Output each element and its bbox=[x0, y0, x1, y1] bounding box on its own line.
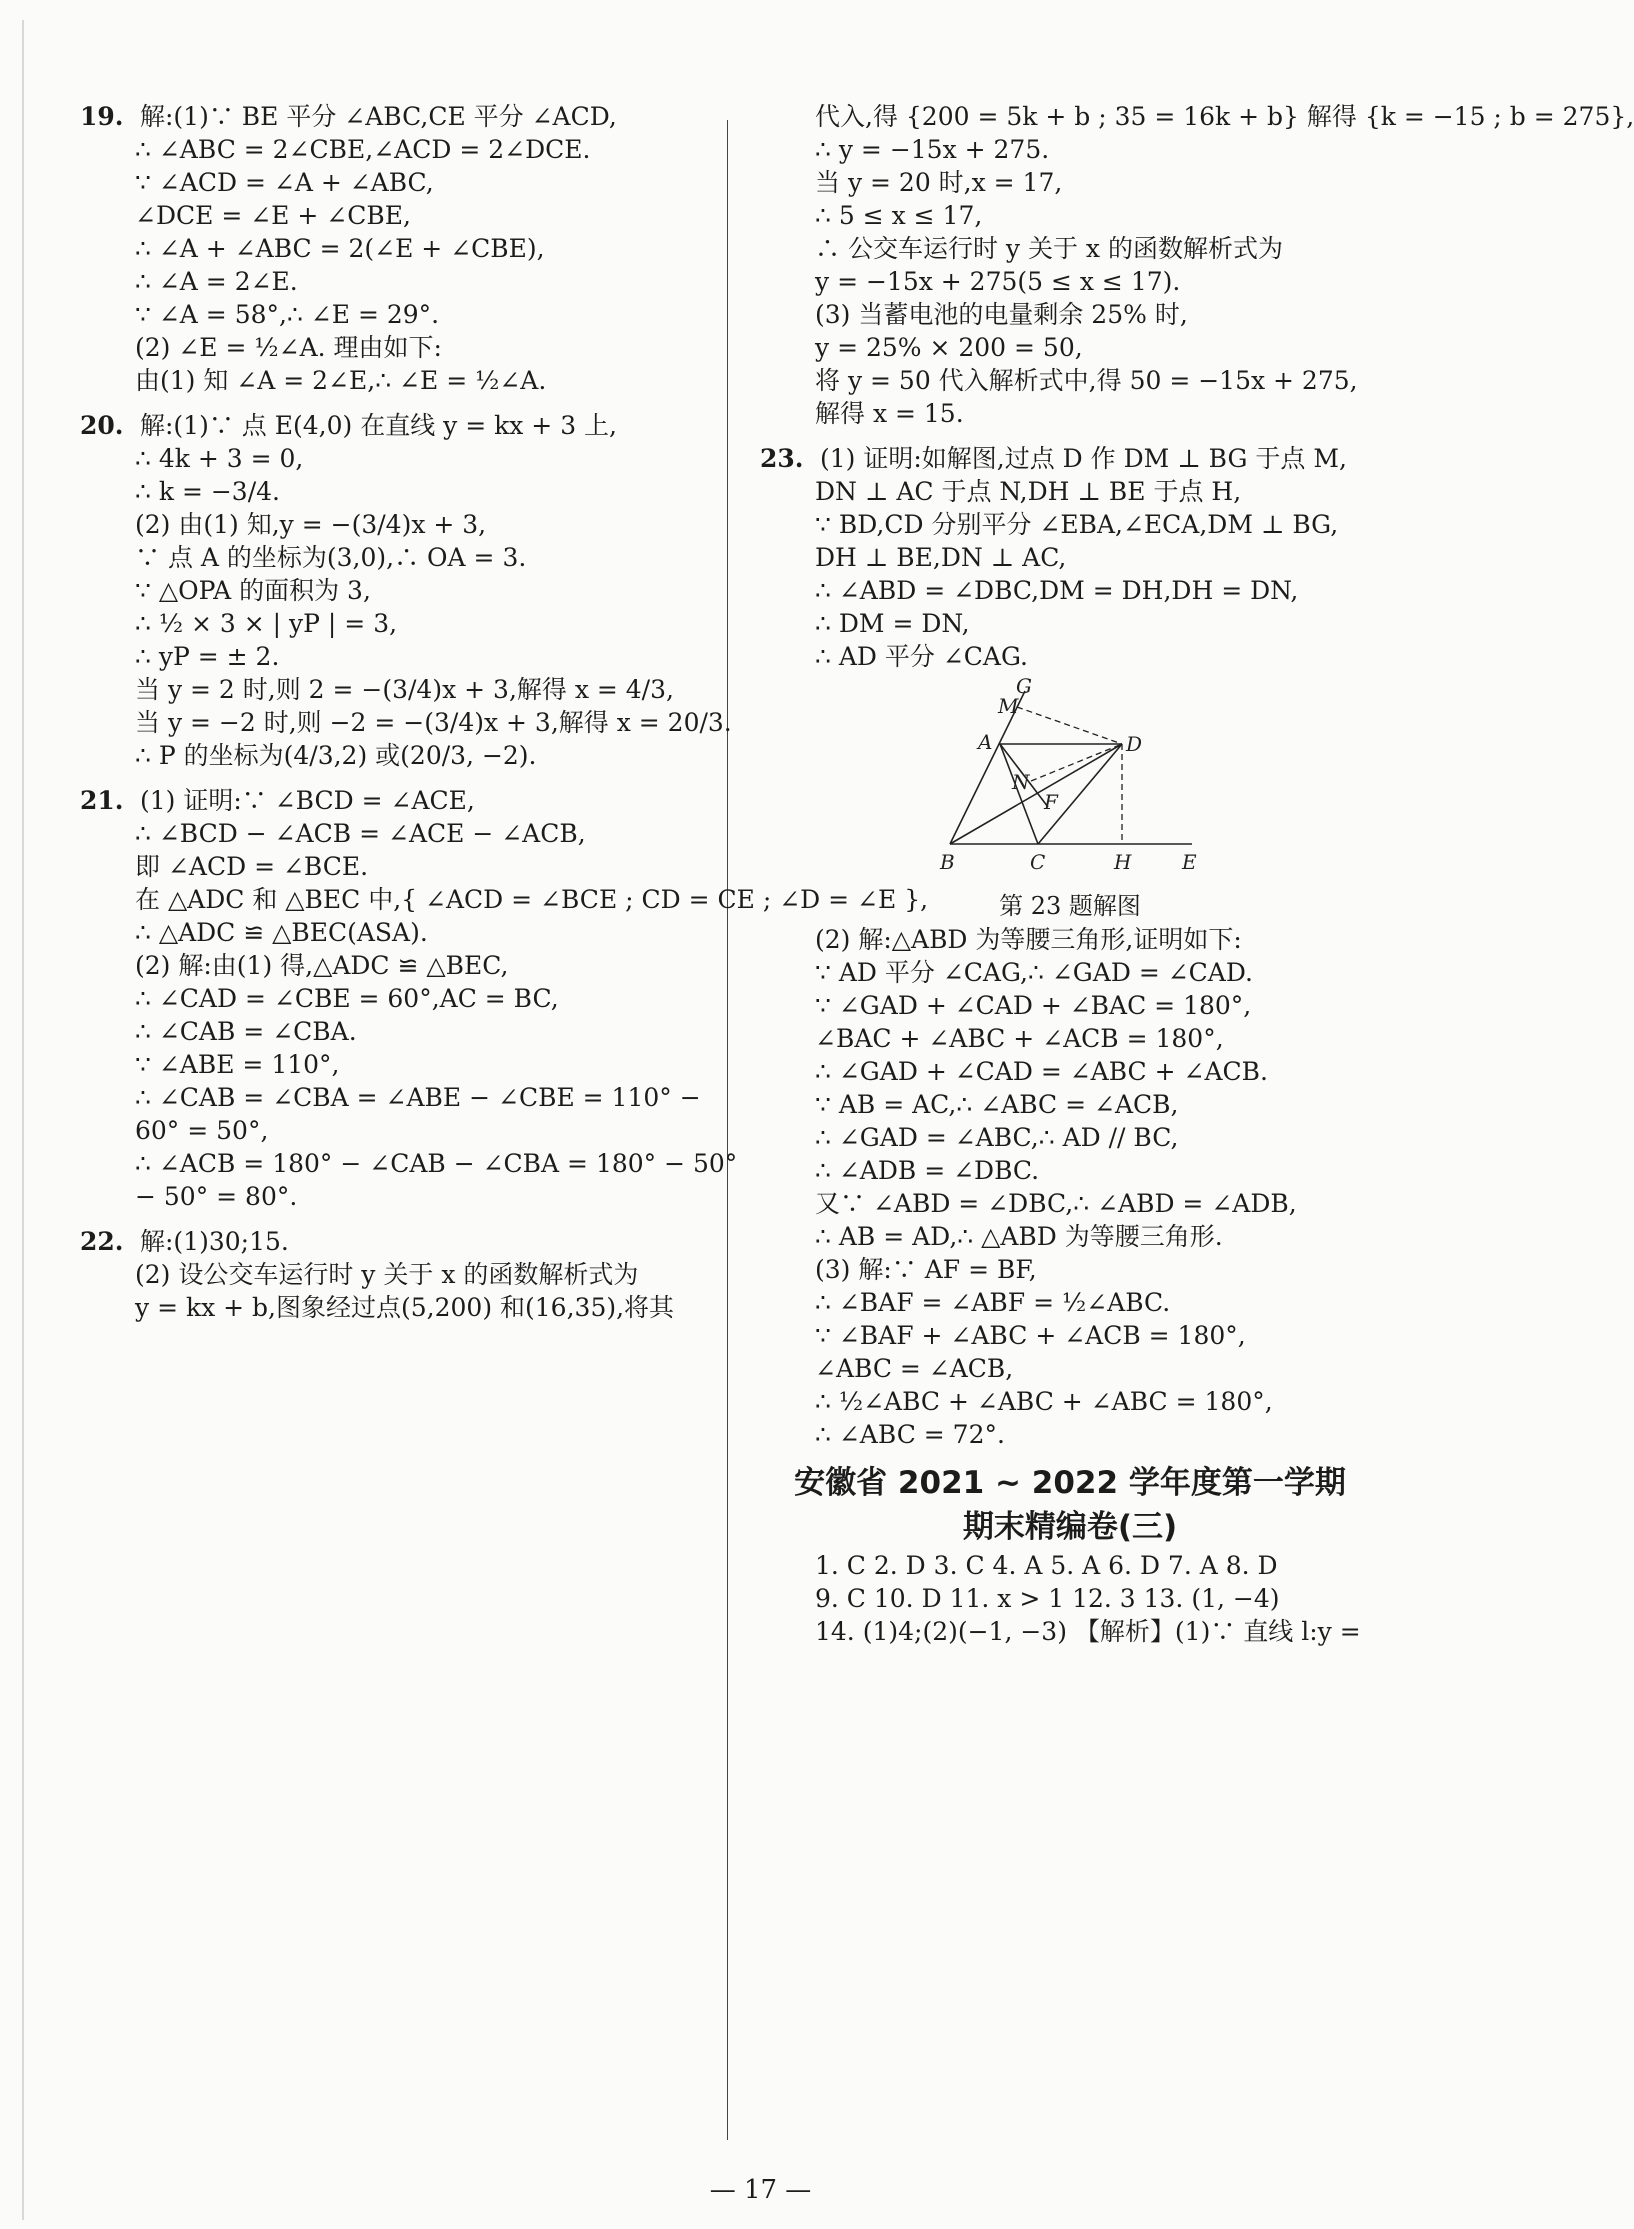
label-M: M bbox=[998, 694, 1019, 718]
left-column-line bbox=[80, 331, 720, 364]
left-column-line bbox=[80, 607, 720, 640]
solution-text: ∴ ∠BCD − ∠ACB = ∠ACE − ∠ACB, bbox=[135, 819, 586, 848]
left-column-line bbox=[80, 508, 720, 541]
left-column-line bbox=[80, 133, 720, 166]
solution-text: ∵ ∠ACD = ∠A + ∠ABC, bbox=[135, 168, 434, 197]
solution-text: ∴ ½∠ABC + ∠ABC + ∠ABC = 180°, bbox=[815, 1387, 1273, 1416]
right-column-line bbox=[760, 442, 1380, 475]
figure-caption: 第 23 题解图 bbox=[999, 892, 1141, 920]
right-column-after-line bbox=[760, 1088, 1380, 1121]
solution-text: (1) 证明:如解图,过点 D 作 DM ⊥ BG 于点 M, bbox=[820, 444, 1347, 473]
solution-text: (3) 解:∵ AF = BF, bbox=[815, 1255, 1037, 1284]
solution-text: (3) 当蓄电池的电量剩余 25% 时, bbox=[815, 300, 1188, 329]
solution-text: 解得 x = 15. bbox=[815, 399, 964, 428]
left-column-line bbox=[80, 1048, 720, 1081]
left-column-line bbox=[80, 475, 720, 508]
solution-text: ∵ BD,CD 分别平分 ∠EBA,∠ECA,DM ⊥ BG, bbox=[815, 510, 1339, 539]
solution-text: ∴ y = −15x + 275. bbox=[815, 135, 1050, 164]
line-BD bbox=[950, 744, 1122, 844]
solution-text: ∴ ∠ABC = 72°. bbox=[815, 1420, 1005, 1449]
label-C: C bbox=[1030, 850, 1046, 874]
section-title-line1: 安徽省 2021 ~ 2022 学年度第一学期 bbox=[794, 1465, 1346, 1501]
right-column-line bbox=[760, 133, 1380, 166]
answer-list bbox=[760, 1549, 1380, 1648]
left-column-line bbox=[80, 199, 720, 232]
solution-text: DN ⊥ AC 于点 N,DH ⊥ BE 于点 H, bbox=[815, 477, 1242, 506]
solution-text: ∴ ∠ACB = 180° − ∠CAB − ∠CBA = 180° − 50° bbox=[135, 1149, 738, 1178]
solution-text: ∵ AD 平分 ∠CAG,∴ ∠GAD = ∠CAD. bbox=[815, 958, 1253, 987]
right-column-after-line bbox=[760, 1220, 1380, 1253]
solution-text: ∵ ∠GAD + ∠CAD + ∠BAC = 180°, bbox=[815, 991, 1252, 1020]
question-number: 20. bbox=[80, 411, 124, 440]
solution-text: 又∵ ∠ABD = ∠DBC,∴ ∠ABD = ∠ADB, bbox=[815, 1189, 1297, 1218]
left-column-line bbox=[80, 574, 720, 607]
right-column-line bbox=[760, 574, 1380, 607]
solution-text: 解:(1)∵ 点 E(4,0) 在直线 y = kx + 3 上, bbox=[140, 411, 617, 440]
left-column-line bbox=[80, 1225, 720, 1258]
left-column-line bbox=[80, 265, 720, 298]
left-column-line bbox=[80, 1081, 720, 1114]
solution-text: − 50° = 80°. bbox=[135, 1182, 298, 1211]
right-column-line bbox=[760, 475, 1380, 508]
right-column-after-line bbox=[760, 1253, 1380, 1286]
solution-text: 将 y = 50 代入解析式中,得 50 = −15x + 275, bbox=[815, 366, 1358, 395]
right-column-line bbox=[760, 232, 1380, 265]
left-column-line bbox=[80, 706, 732, 739]
solution-text: ∵ △OPA 的面积为 3, bbox=[135, 576, 371, 605]
solution-text: ∠DCE = ∠E + ∠CBE, bbox=[135, 201, 411, 230]
solution-text: ∴ yP = ± 2. bbox=[135, 642, 280, 671]
left-column-line bbox=[80, 1147, 738, 1180]
solution-text: (2) 解:△ABD 为等腰三角形,证明如下: bbox=[815, 925, 1242, 954]
spacer bbox=[80, 397, 720, 409]
right-column-line bbox=[760, 541, 1380, 574]
right-column-line bbox=[760, 640, 1380, 673]
solution-text: ∴ ∠ABD = ∠DBC,DM = DH,DH = DN, bbox=[815, 576, 1299, 605]
label-E: E bbox=[1182, 850, 1197, 874]
solution-text: ∴ ∠CAB = ∠CBA = ∠ABE − ∠CBE = 110° − bbox=[135, 1083, 701, 1112]
spacer bbox=[760, 430, 1380, 442]
left-column-line bbox=[80, 364, 720, 397]
right-column-line bbox=[760, 397, 1380, 430]
left-column-line bbox=[80, 298, 720, 331]
right-column-after-line bbox=[760, 1121, 1380, 1154]
dashed-DN bbox=[1031, 744, 1122, 781]
left-column-line bbox=[80, 640, 720, 673]
solution-text: ∴ k = −3/4. bbox=[135, 477, 280, 506]
solution-text: ∴ ∠BAF = ∠ABF = ½∠ABC. bbox=[815, 1288, 1171, 1317]
solution-text: (2) ∠E = ½∠A. 理由如下: bbox=[135, 333, 442, 362]
right-column-line bbox=[760, 199, 1380, 232]
left-column-line bbox=[80, 166, 720, 199]
left-column-line bbox=[80, 541, 720, 574]
solution-text: (2) 由(1) 知,y = −(3/4)x + 3, bbox=[135, 510, 487, 539]
right-column-after-line bbox=[760, 1385, 1380, 1418]
question-number: 23. bbox=[760, 444, 804, 473]
right-column-line bbox=[760, 265, 1380, 298]
right-column-after-line bbox=[760, 1286, 1380, 1319]
solution-text: ∴ ∠CAB = ∠CBA. bbox=[135, 1017, 357, 1046]
left-column-line bbox=[80, 1180, 720, 1213]
solution-text: 当 y = 2 时,则 2 = −(3/4)x + 3,解得 x = 4/3, bbox=[135, 675, 674, 704]
right-column-after-line bbox=[760, 956, 1380, 989]
question-number: 19. bbox=[80, 102, 124, 131]
solution-text: ∵ AB = AC,∴ ∠ABC = ∠ACB, bbox=[815, 1090, 1179, 1119]
right-column-after-line bbox=[760, 1154, 1380, 1187]
solution-text: y = −15x + 275(5 ≤ x ≤ 17). bbox=[815, 267, 1181, 296]
solution-text: 当 y = 20 时,x = 17, bbox=[815, 168, 1063, 197]
left-column-line bbox=[80, 982, 720, 1015]
label-D: D bbox=[1126, 732, 1143, 756]
right-column-after-line bbox=[760, 989, 1380, 1022]
left-column-line bbox=[80, 232, 720, 265]
right-column-after-line bbox=[760, 1022, 1380, 1055]
page-edge bbox=[22, 20, 24, 2220]
solution-text: ∠ABC = ∠ACB, bbox=[815, 1354, 1014, 1383]
right-column-line bbox=[760, 607, 1380, 640]
solution-text: (2) 解:由(1) 得,△ADC ≌ △BEC, bbox=[135, 951, 509, 980]
right-column-after-line bbox=[760, 1187, 1380, 1220]
left-column-line bbox=[80, 409, 720, 442]
label-N: N bbox=[1012, 770, 1030, 794]
right-column bbox=[760, 100, 1634, 1648]
column-divider bbox=[727, 120, 728, 2140]
spacer bbox=[80, 772, 720, 784]
label-H: H bbox=[1114, 850, 1132, 874]
question-number: 22. bbox=[80, 1227, 124, 1256]
solution-text: ∴ ∠A = 2∠E. bbox=[135, 267, 298, 296]
left-column-line bbox=[80, 916, 720, 949]
solution-text: 60° = 50°, bbox=[135, 1116, 269, 1145]
label-G: G bbox=[1016, 674, 1032, 698]
solution-text: 14. (1)4;(2)(−1, −3) 【解析】(1)∵ 直线 l:y = bbox=[815, 1617, 1361, 1646]
right-column-line bbox=[760, 298, 1380, 331]
right-column-line bbox=[760, 508, 1380, 541]
right-column-top bbox=[760, 100, 1634, 673]
solution-text: 解:(1)30;15. bbox=[140, 1227, 289, 1256]
solution-text: 由(1) 知 ∠A = 2∠E,∴ ∠E = ½∠A. bbox=[135, 366, 547, 395]
answers-line bbox=[760, 1549, 1380, 1582]
right-column-after-line bbox=[760, 1352, 1380, 1385]
solution-text: ∴ 5 ≤ x ≤ 17, bbox=[815, 201, 983, 230]
left-column-line bbox=[80, 739, 720, 772]
solution-text: 当 y = −2 时,则 −2 = −(3/4)x + 3,解得 x = 20/3. bbox=[135, 708, 732, 737]
question-number: 21. bbox=[80, 786, 124, 815]
solution-text: ∴ DM = DN, bbox=[815, 609, 970, 638]
left-column-line bbox=[80, 1291, 720, 1324]
solution-text: DH ⊥ BE,DN ⊥ AC, bbox=[815, 543, 1067, 572]
solution-text: ∵ ∠A = 58°,∴ ∠E = 29°. bbox=[135, 300, 440, 329]
right-column-after-line bbox=[760, 1319, 1380, 1352]
solution-text: ∴ ∠GAD = ∠ABC,∴ AD // BC, bbox=[815, 1123, 1179, 1152]
left-column-line bbox=[80, 949, 720, 982]
left-column-line bbox=[80, 850, 720, 883]
dashed-DM bbox=[1017, 707, 1122, 744]
solution-text: ∴ △ADC ≌ △BEC(ASA). bbox=[135, 918, 428, 947]
answers-line bbox=[760, 1582, 1380, 1615]
solution-text: ∴ ½ × 3 × | yP | = 3, bbox=[135, 609, 398, 638]
solution-text: 9. C 10. D 11. x > 1 12. 3 13. (1, −4) bbox=[815, 1584, 1280, 1613]
solution-text: y = 25% × 200 = 50, bbox=[815, 333, 1083, 362]
right-column-line bbox=[760, 100, 1634, 133]
left-column-line bbox=[80, 673, 720, 706]
label-B: B bbox=[940, 850, 955, 874]
solution-text: ∴ ∠CAD = ∠CBE = 60°,AC = BC, bbox=[135, 984, 559, 1013]
solution-text: ∴ ∠ABC = 2∠CBE,∠ACD = 2∠DCE. bbox=[135, 135, 591, 164]
solution-text: ∴ 公交车运行时 y 关于 x 的函数解析式为 bbox=[815, 234, 1283, 263]
right-column-after-line bbox=[760, 1055, 1380, 1088]
solution-text: ∴ AD 平分 ∠CAG. bbox=[815, 642, 1029, 671]
solution-text: 1. C 2. D 3. C 4. A 5. A 6. D 7. A 8. D bbox=[815, 1551, 1278, 1580]
left-column-line bbox=[80, 817, 720, 850]
solution-text: 代入,得 {200 = 5k + b ; 35 = 16k + b} 解得 {k = −15 ; b = 275}, bbox=[815, 102, 1634, 131]
solution-text: ∴ 4k + 3 = 0, bbox=[135, 444, 304, 473]
right-column-after-line bbox=[760, 1418, 1380, 1451]
solution-text: ∵ ∠ABE = 110°, bbox=[135, 1050, 340, 1079]
solution-text: ∵ 点 A 的坐标为(3,0),∴ OA = 3. bbox=[135, 543, 527, 572]
right-column-line bbox=[760, 331, 1380, 364]
solution-text: ∴ AB = AD,∴ △ABD 为等腰三角形. bbox=[815, 1222, 1223, 1251]
geometry-figure bbox=[930, 674, 1210, 889]
solution-text: 即 ∠ACD = ∠BCE. bbox=[135, 852, 369, 881]
line-AC bbox=[1000, 744, 1038, 844]
label-A: A bbox=[978, 730, 993, 754]
right-column-line bbox=[760, 364, 1380, 397]
solution-text: (1) 证明:∵ ∠BCD = ∠ACE, bbox=[140, 786, 475, 815]
solution-text: ∴ P 的坐标为(4/3,2) 或(20/3, −2). bbox=[135, 741, 537, 770]
page-number: — 17 — bbox=[709, 2175, 812, 2205]
solution-text: y = kx + b,图象经过点(5,200) 和(16,35),将其 bbox=[135, 1293, 675, 1322]
left-column-line bbox=[80, 100, 720, 133]
right-column-after bbox=[760, 923, 1380, 1451]
right-column-after-line bbox=[760, 923, 1380, 956]
spacer bbox=[80, 1213, 720, 1225]
label-F: F bbox=[1044, 790, 1058, 814]
left-column-line bbox=[80, 784, 720, 817]
left-column-line bbox=[80, 442, 720, 475]
solution-text: ∴ ∠A + ∠ABC = 2(∠E + ∠CBE), bbox=[135, 234, 545, 263]
solution-text: 解:(1)∵ BE 平分 ∠ABC,CE 平分 ∠ACD, bbox=[140, 102, 617, 131]
solution-text: 在 △ADC 和 △BEC 中,{ ∠ACD = ∠BCE ; CD = CE ; ∠D = ∠E }, bbox=[135, 885, 929, 914]
solution-text: ∵ ∠BAF + ∠ABC + ∠ACB = 180°, bbox=[815, 1321, 1246, 1350]
left-column-line bbox=[80, 1258, 720, 1291]
solution-text: ∠BAC + ∠ABC + ∠ACB = 180°, bbox=[815, 1024, 1224, 1053]
solution-text: ∴ ∠ADB = ∠DBC. bbox=[815, 1156, 1040, 1185]
section-title-line2: 期末精编卷(三) bbox=[962, 1509, 1178, 1545]
left-column-line bbox=[80, 883, 929, 916]
left-column-line bbox=[80, 1114, 720, 1147]
left-column-line bbox=[80, 1015, 720, 1048]
right-column-line bbox=[760, 166, 1380, 199]
solution-text: ∴ ∠GAD + ∠CAD = ∠ABC + ∠ACB. bbox=[815, 1057, 1268, 1086]
solution-text: (2) 设公交车运行时 y 关于 x 的函数解析式为 bbox=[135, 1260, 639, 1289]
answers-line bbox=[760, 1615, 1380, 1648]
